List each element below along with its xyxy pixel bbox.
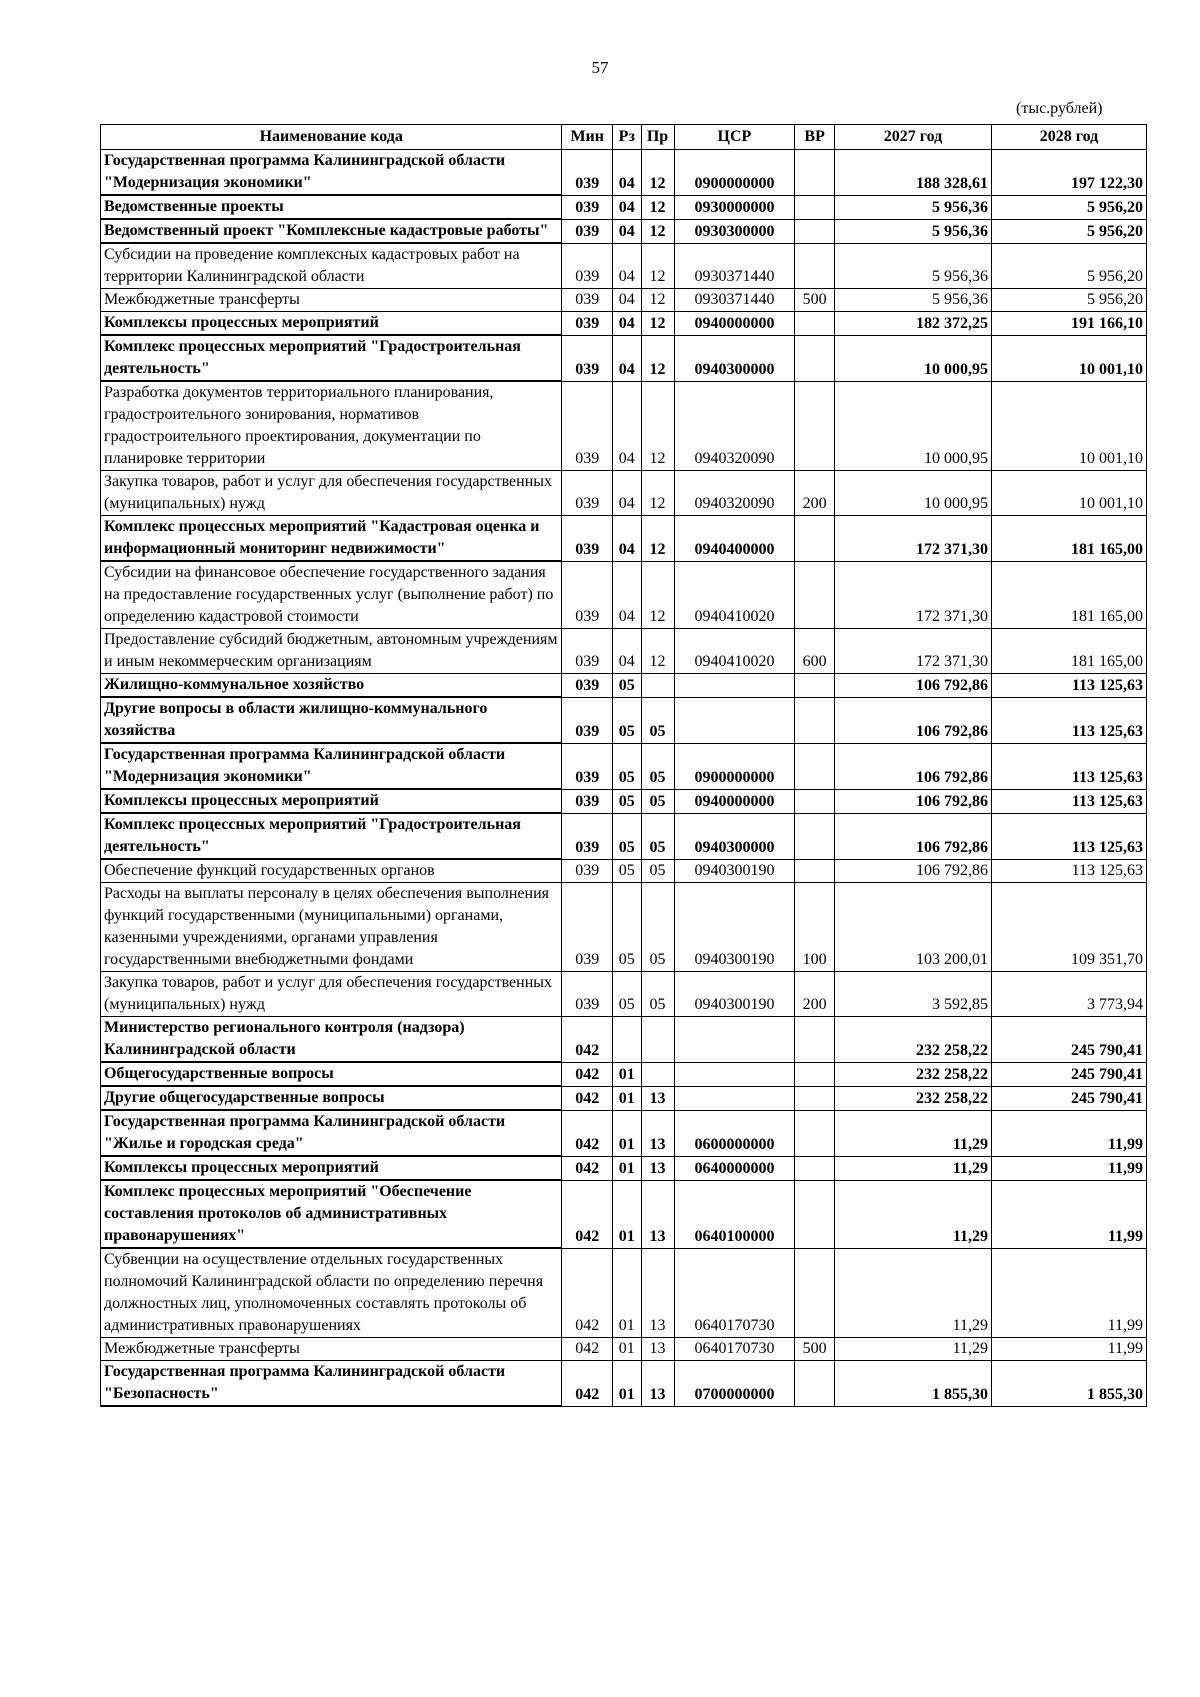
table-row bbox=[101, 697, 1147, 743]
cell-pr: 13 bbox=[641, 1248, 674, 1338]
cell-2027: 5 956,36 bbox=[834, 219, 991, 243]
cell-min: 039 bbox=[562, 972, 613, 1017]
cell-pr bbox=[641, 1017, 674, 1063]
cell-vr bbox=[795, 1086, 835, 1110]
cell-2027: 5 956,36 bbox=[834, 289, 991, 312]
cell-rz: 01 bbox=[613, 1110, 642, 1156]
header-2027: 2027 год bbox=[834, 125, 991, 150]
cell-vr bbox=[795, 789, 835, 813]
cell-2028: 245 790,41 bbox=[992, 1017, 1147, 1063]
cell-min: 042 bbox=[562, 1062, 613, 1086]
cell-csr: 0900000000 bbox=[674, 150, 795, 196]
cell-2028: 1 855,30 bbox=[992, 1361, 1147, 1407]
cell-2027: 232 258,22 bbox=[834, 1086, 991, 1110]
cell-name: Государственная программа Калининградской области "Безопасность" bbox=[101, 1361, 562, 1407]
cell-vr: 200 bbox=[795, 471, 835, 516]
cell-csr: 0640170730 bbox=[674, 1338, 795, 1361]
cell-vr bbox=[795, 561, 835, 629]
table-row bbox=[101, 674, 1147, 698]
table-row bbox=[101, 195, 1147, 219]
table-row bbox=[101, 813, 1147, 859]
cell-min: 039 bbox=[562, 697, 613, 743]
cell-2027: 5 956,36 bbox=[834, 243, 991, 289]
cell-name: Субсидии на проведение комплексных кадастровых работ на территории Калининградской области bbox=[101, 243, 562, 289]
table-row bbox=[101, 883, 1147, 972]
cell-2028: 5 956,20 bbox=[992, 219, 1147, 243]
cell-rz: 04 bbox=[613, 195, 642, 219]
cell-vr bbox=[795, 381, 835, 471]
cell-2028: 113 125,63 bbox=[992, 697, 1147, 743]
cell-min: 042 bbox=[562, 1156, 613, 1180]
table-row bbox=[101, 516, 1147, 562]
cell-pr: 12 bbox=[641, 195, 674, 219]
cell-csr: 0640170730 bbox=[674, 1248, 795, 1338]
cell-name: Другие вопросы в области жилищно-коммунального хозяйства bbox=[101, 697, 562, 743]
table-row bbox=[101, 312, 1147, 336]
cell-2027: 10 000,95 bbox=[834, 381, 991, 471]
cell-csr: 0930000000 bbox=[674, 195, 795, 219]
cell-2028: 181 165,00 bbox=[992, 516, 1147, 562]
cell-2027: 106 792,86 bbox=[834, 743, 991, 789]
cell-pr: 12 bbox=[641, 381, 674, 471]
cell-pr: 12 bbox=[641, 335, 674, 381]
cell-vr bbox=[795, 1110, 835, 1156]
table-row bbox=[101, 1086, 1147, 1110]
cell-2027: 11,29 bbox=[834, 1156, 991, 1180]
cell-2028: 3 773,94 bbox=[992, 972, 1147, 1017]
cell-min: 039 bbox=[562, 674, 613, 698]
table-row bbox=[101, 1156, 1147, 1180]
table-row bbox=[101, 1248, 1147, 1338]
cell-name: Государственная программа Калининградской области "Жилье и городская среда" bbox=[101, 1110, 562, 1156]
cell-2028: 11,99 bbox=[992, 1248, 1147, 1338]
table-row bbox=[101, 1361, 1147, 1407]
cell-vr: 200 bbox=[795, 972, 835, 1017]
cell-rz: 01 bbox=[613, 1086, 642, 1110]
cell-name: Ведомственный проект "Комплексные кадастровые работы" bbox=[101, 219, 562, 243]
cell-rz: 04 bbox=[613, 289, 642, 312]
cell-2028: 113 125,63 bbox=[992, 743, 1147, 789]
cell-min: 039 bbox=[562, 789, 613, 813]
cell-name: Межбюджетные трансферты bbox=[101, 289, 562, 312]
table-row bbox=[101, 1338, 1147, 1361]
cell-2028: 113 125,63 bbox=[992, 859, 1147, 883]
page-number: 57 bbox=[591, 58, 609, 77]
cell-rz: 01 bbox=[613, 1338, 642, 1361]
cell-pr: 12 bbox=[641, 561, 674, 629]
cell-name: Предоставление субсидий бюджетным, автономным учреждениям и иным некоммерческим организациям bbox=[101, 629, 562, 674]
cell-pr: 12 bbox=[641, 150, 674, 196]
cell-rz: 01 bbox=[613, 1180, 642, 1248]
cell-pr: 13 bbox=[641, 1156, 674, 1180]
cell-min: 042 bbox=[562, 1180, 613, 1248]
cell-rz: 04 bbox=[613, 150, 642, 196]
cell-csr: 0940410020 bbox=[674, 561, 795, 629]
cell-vr bbox=[795, 1361, 835, 1407]
cell-2027: 11,29 bbox=[834, 1338, 991, 1361]
cell-2027: 188 328,61 bbox=[834, 150, 991, 196]
table-row bbox=[101, 561, 1147, 629]
cell-rz: 05 bbox=[613, 972, 642, 1017]
table-row bbox=[101, 335, 1147, 381]
cell-csr: 0930371440 bbox=[674, 289, 795, 312]
cell-min: 039 bbox=[562, 150, 613, 196]
cell-pr: 13 bbox=[641, 1338, 674, 1361]
cell-2028: 113 125,63 bbox=[992, 813, 1147, 859]
cell-min: 039 bbox=[562, 516, 613, 562]
table-row bbox=[101, 1180, 1147, 1248]
cell-rz: 05 bbox=[613, 883, 642, 972]
cell-pr: 12 bbox=[641, 289, 674, 312]
cell-min: 039 bbox=[562, 289, 613, 312]
cell-2028: 191 166,10 bbox=[992, 312, 1147, 336]
table-row bbox=[101, 150, 1147, 196]
cell-pr: 05 bbox=[641, 813, 674, 859]
cell-vr bbox=[795, 743, 835, 789]
cell-name: Комплекс процессных мероприятий "Градостроительная деятельность" bbox=[101, 335, 562, 381]
cell-name: Закупка товаров, работ и услуг для обеспечения государственных (муниципальных) нужд bbox=[101, 471, 562, 516]
cell-rz: 05 bbox=[613, 789, 642, 813]
table-row bbox=[101, 1110, 1147, 1156]
cell-min: 042 bbox=[562, 1110, 613, 1156]
cell-pr: 12 bbox=[641, 243, 674, 289]
cell-vr bbox=[795, 243, 835, 289]
cell-min: 042 bbox=[562, 1248, 613, 1338]
cell-rz bbox=[613, 1017, 642, 1063]
cell-2027: 106 792,86 bbox=[834, 859, 991, 883]
table-row bbox=[101, 743, 1147, 789]
cell-name: Комплекс процессных мероприятий "Градостроительная деятельность" bbox=[101, 813, 562, 859]
cell-name: Жилищно-коммунальное хозяйство bbox=[101, 674, 562, 698]
table-row bbox=[101, 1017, 1147, 1063]
cell-csr: 0930300000 bbox=[674, 219, 795, 243]
cell-min: 039 bbox=[562, 561, 613, 629]
cell-2028: 11,99 bbox=[992, 1180, 1147, 1248]
cell-vr bbox=[795, 1062, 835, 1086]
cell-rz: 01 bbox=[613, 1156, 642, 1180]
cell-2027: 232 258,22 bbox=[834, 1017, 991, 1063]
cell-pr: 05 bbox=[641, 972, 674, 1017]
cell-min: 039 bbox=[562, 629, 613, 674]
cell-pr: 05 bbox=[641, 697, 674, 743]
unit-label: (тыс.рублей) bbox=[1016, 100, 1103, 117]
cell-csr: 0940300000 bbox=[674, 335, 795, 381]
cell-csr: 0600000000 bbox=[674, 1110, 795, 1156]
cell-2028: 11,99 bbox=[992, 1110, 1147, 1156]
cell-vr bbox=[795, 813, 835, 859]
cell-csr: 0640100000 bbox=[674, 1180, 795, 1248]
cell-rz: 01 bbox=[613, 1361, 642, 1407]
cell-rz: 04 bbox=[613, 516, 642, 562]
cell-min: 039 bbox=[562, 335, 613, 381]
cell-2028: 113 125,63 bbox=[992, 674, 1147, 698]
cell-min: 039 bbox=[562, 381, 613, 471]
cell-min: 042 bbox=[562, 1361, 613, 1407]
cell-pr: 13 bbox=[641, 1180, 674, 1248]
cell-name: Субвенции на осуществление отдельных государственных полномочий Калининградской области по определению перечня должностных лиц, уполномоченных составлять протоколы об административных правонарушениях bbox=[101, 1248, 562, 1338]
cell-2028: 11,99 bbox=[992, 1338, 1147, 1361]
cell-rz: 04 bbox=[613, 335, 642, 381]
table-row bbox=[101, 289, 1147, 312]
cell-min: 039 bbox=[562, 243, 613, 289]
cell-csr bbox=[674, 697, 795, 743]
cell-csr: 0940320090 bbox=[674, 471, 795, 516]
cell-vr bbox=[795, 674, 835, 698]
cell-name: Комплексы процессных мероприятий bbox=[101, 789, 562, 813]
cell-vr bbox=[795, 859, 835, 883]
cell-name: Министерство регионального контроля (надзора) Калининградской области bbox=[101, 1017, 562, 1063]
cell-rz: 01 bbox=[613, 1248, 642, 1338]
cell-pr bbox=[641, 1062, 674, 1086]
cell-vr: 600 bbox=[795, 629, 835, 674]
cell-vr: 100 bbox=[795, 883, 835, 972]
header-vr: ВР bbox=[795, 125, 835, 150]
cell-rz: 05 bbox=[613, 813, 642, 859]
cell-min: 039 bbox=[562, 859, 613, 883]
header-min: Мин bbox=[562, 125, 613, 150]
cell-csr: 0940410020 bbox=[674, 629, 795, 674]
table-header-row bbox=[101, 125, 1147, 150]
cell-pr: 05 bbox=[641, 883, 674, 972]
cell-min: 039 bbox=[562, 312, 613, 336]
cell-csr: 0940300000 bbox=[674, 813, 795, 859]
cell-2028: 10 001,10 bbox=[992, 381, 1147, 471]
cell-min: 042 bbox=[562, 1338, 613, 1361]
cell-2027: 11,29 bbox=[834, 1248, 991, 1338]
cell-name: Общегосударственные вопросы bbox=[101, 1062, 562, 1086]
cell-csr: 0940400000 bbox=[674, 516, 795, 562]
cell-2028: 245 790,41 bbox=[992, 1086, 1147, 1110]
cell-rz: 05 bbox=[613, 697, 642, 743]
cell-name: Комплекс процессных мероприятий "Кадастровая оценка и информационный мониторинг недвижимости" bbox=[101, 516, 562, 562]
cell-csr: 0940300190 bbox=[674, 883, 795, 972]
table-row bbox=[101, 381, 1147, 471]
cell-name: Расходы на выплаты персоналу в целях обеспечения выполнения функций государственными (муниципальными) органами, казенными учреждениями, органами управления государственными внебюджетными фондами bbox=[101, 883, 562, 972]
table-row bbox=[101, 972, 1147, 1017]
header-2028: 2028 год bbox=[992, 125, 1147, 150]
cell-2028: 5 956,20 bbox=[992, 289, 1147, 312]
cell-csr: 0940300190 bbox=[674, 859, 795, 883]
cell-2028: 11,99 bbox=[992, 1156, 1147, 1180]
cell-2027: 103 200,01 bbox=[834, 883, 991, 972]
cell-name: Межбюджетные трансферты bbox=[101, 1338, 562, 1361]
cell-csr: 0700000000 bbox=[674, 1361, 795, 1407]
cell-2028: 109 351,70 bbox=[992, 883, 1147, 972]
cell-2027: 1 855,30 bbox=[834, 1361, 991, 1407]
table-body bbox=[101, 150, 1147, 1407]
cell-2027: 106 792,86 bbox=[834, 789, 991, 813]
cell-2027: 10 000,95 bbox=[834, 471, 991, 516]
cell-2028: 181 165,00 bbox=[992, 629, 1147, 674]
cell-2028: 5 956,20 bbox=[992, 243, 1147, 289]
cell-2028: 10 001,10 bbox=[992, 471, 1147, 516]
cell-csr bbox=[674, 674, 795, 698]
table-row bbox=[101, 243, 1147, 289]
cell-2027: 182 372,25 bbox=[834, 312, 991, 336]
cell-vr bbox=[795, 516, 835, 562]
cell-rz: 01 bbox=[613, 1062, 642, 1086]
cell-csr: 0940320090 bbox=[674, 381, 795, 471]
cell-csr: 0940000000 bbox=[674, 312, 795, 336]
cell-name: Государственная программа Калининградской области "Модернизация экономики" bbox=[101, 150, 562, 196]
cell-2027: 172 371,30 bbox=[834, 629, 991, 674]
cell-vr: 500 bbox=[795, 289, 835, 312]
cell-vr bbox=[795, 335, 835, 381]
cell-2028: 10 001,10 bbox=[992, 335, 1147, 381]
cell-rz: 05 bbox=[613, 743, 642, 789]
cell-2027: 5 956,36 bbox=[834, 195, 991, 219]
budget-table bbox=[100, 124, 1147, 1407]
cell-2028: 245 790,41 bbox=[992, 1062, 1147, 1086]
table-row bbox=[101, 629, 1147, 674]
cell-pr: 13 bbox=[641, 1086, 674, 1110]
cell-pr: 12 bbox=[641, 629, 674, 674]
cell-csr: 0900000000 bbox=[674, 743, 795, 789]
cell-rz: 04 bbox=[613, 312, 642, 336]
cell-min: 042 bbox=[562, 1017, 613, 1063]
header-pr: Пр bbox=[641, 125, 674, 150]
cell-csr: 0940300190 bbox=[674, 972, 795, 1017]
table-row bbox=[101, 789, 1147, 813]
cell-csr: 0640000000 bbox=[674, 1156, 795, 1180]
cell-min: 039 bbox=[562, 195, 613, 219]
cell-2028: 5 956,20 bbox=[992, 195, 1147, 219]
cell-2027: 11,29 bbox=[834, 1110, 991, 1156]
cell-csr bbox=[674, 1062, 795, 1086]
cell-rz: 04 bbox=[613, 629, 642, 674]
table-row bbox=[101, 471, 1147, 516]
cell-vr bbox=[795, 312, 835, 336]
cell-name: Комплекс процессных мероприятий "Обеспечение составления протоколов об административных правонарушениях" bbox=[101, 1180, 562, 1248]
cell-2027: 232 258,22 bbox=[834, 1062, 991, 1086]
cell-name: Государственная программа Калининградской области "Модернизация экономики" bbox=[101, 743, 562, 789]
cell-pr bbox=[641, 674, 674, 698]
header-rz: Рз bbox=[613, 125, 642, 150]
header-name: Наименование кода bbox=[101, 125, 562, 150]
cell-vr bbox=[795, 1248, 835, 1338]
cell-rz: 04 bbox=[613, 471, 642, 516]
cell-csr bbox=[674, 1017, 795, 1063]
cell-rz: 04 bbox=[613, 381, 642, 471]
table-row bbox=[101, 219, 1147, 243]
cell-vr bbox=[795, 1017, 835, 1063]
cell-rz: 05 bbox=[613, 859, 642, 883]
cell-vr bbox=[795, 150, 835, 196]
table-row bbox=[101, 859, 1147, 883]
cell-min: 039 bbox=[562, 743, 613, 789]
cell-2027: 3 592,85 bbox=[834, 972, 991, 1017]
cell-2027: 106 792,86 bbox=[834, 697, 991, 743]
cell-min: 039 bbox=[562, 471, 613, 516]
cell-pr: 12 bbox=[641, 471, 674, 516]
cell-min: 039 bbox=[562, 219, 613, 243]
cell-name: Разработка документов территориального планирования, градостроительного зонирования, нормативов градостроительного проектирования, документации по планировке территории bbox=[101, 381, 562, 471]
cell-pr: 05 bbox=[641, 859, 674, 883]
table-row bbox=[101, 1062, 1147, 1086]
cell-rz: 05 bbox=[613, 674, 642, 698]
cell-2027: 10 000,95 bbox=[834, 335, 991, 381]
cell-csr: 0930371440 bbox=[674, 243, 795, 289]
cell-2027: 172 371,30 bbox=[834, 516, 991, 562]
cell-pr: 05 bbox=[641, 743, 674, 789]
cell-vr bbox=[795, 1156, 835, 1180]
cell-pr: 13 bbox=[641, 1110, 674, 1156]
cell-rz: 04 bbox=[613, 219, 642, 243]
cell-rz: 04 bbox=[613, 561, 642, 629]
cell-min: 042 bbox=[562, 1086, 613, 1110]
cell-vr bbox=[795, 697, 835, 743]
cell-2028: 113 125,63 bbox=[992, 789, 1147, 813]
cell-name: Другие общегосударственные вопросы bbox=[101, 1086, 562, 1110]
cell-pr: 12 bbox=[641, 312, 674, 336]
cell-vr bbox=[795, 1180, 835, 1248]
cell-name: Комплексы процессных мероприятий bbox=[101, 1156, 562, 1180]
cell-pr: 12 bbox=[641, 219, 674, 243]
cell-name: Субсидии на финансовое обеспечение государственного задания на предоставление государственных услуг (выполнение работ) по определению кадастровой стоимости bbox=[101, 561, 562, 629]
cell-pr: 13 bbox=[641, 1361, 674, 1407]
cell-rz: 04 bbox=[613, 243, 642, 289]
cell-pr: 05 bbox=[641, 789, 674, 813]
cell-2028: 181 165,00 bbox=[992, 561, 1147, 629]
cell-name: Закупка товаров, работ и услуг для обеспечения государственных (муниципальных) нужд bbox=[101, 972, 562, 1017]
cell-csr: 0940000000 bbox=[674, 789, 795, 813]
cell-name: Комплексы процессных мероприятий bbox=[101, 312, 562, 336]
cell-2027: 172 371,30 bbox=[834, 561, 991, 629]
cell-vr bbox=[795, 195, 835, 219]
cell-vr bbox=[795, 219, 835, 243]
cell-2027: 106 792,86 bbox=[834, 674, 991, 698]
cell-2027: 106 792,86 bbox=[834, 813, 991, 859]
cell-min: 039 bbox=[562, 813, 613, 859]
cell-pr: 12 bbox=[641, 516, 674, 562]
cell-vr: 500 bbox=[795, 1338, 835, 1361]
cell-2028: 197 122,30 bbox=[992, 150, 1147, 196]
cell-name: Ведомственные проекты bbox=[101, 195, 562, 219]
cell-name: Обеспечение функций государственных органов bbox=[101, 859, 562, 883]
cell-csr bbox=[674, 1086, 795, 1110]
cell-2027: 11,29 bbox=[834, 1180, 991, 1248]
cell-min: 039 bbox=[562, 883, 613, 972]
header-csr: ЦСР bbox=[674, 125, 795, 150]
